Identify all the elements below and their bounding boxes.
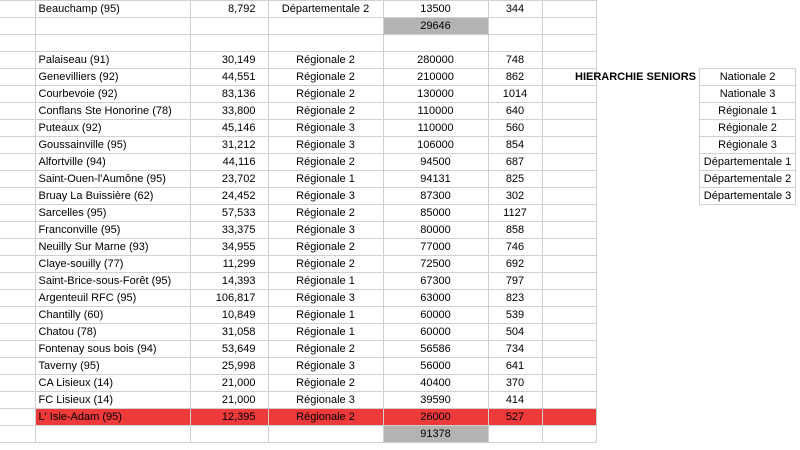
hierarchy-level[interactable]: Régionale 3 <box>700 137 796 154</box>
cell-amount[interactable]: 110000 <box>383 103 488 120</box>
row-gutter <box>0 188 35 205</box>
cell-level[interactable]: Régionale 3 <box>268 222 383 239</box>
hierarchy-level[interactable]: Régionale 2 <box>700 120 796 137</box>
cell-club[interactable]: L' Isle-Adam (95) <box>35 409 190 426</box>
hierarchy-row <box>572 86 796 103</box>
table-row <box>0 426 596 443</box>
cell-population[interactable]: 25,998 <box>190 358 268 375</box>
cell-code[interactable]: 414 <box>488 392 542 409</box>
cell-empty[interactable] <box>572 103 700 120</box>
cell-level[interactable]: Départementale 2 <box>268 1 383 18</box>
cell-level[interactable]: Régionale 2 <box>268 154 383 171</box>
cell-level[interactable]: Régionale 3 <box>268 392 383 409</box>
cell-empty[interactable] <box>542 239 596 256</box>
cell-empty[interactable] <box>542 358 596 375</box>
cell-empty[interactable] <box>190 18 268 35</box>
cell-amount[interactable]: 210000 <box>383 69 488 86</box>
cell-level[interactable]: Régionale 2 <box>268 205 383 222</box>
cell-level[interactable]: Régionale 1 <box>268 273 383 290</box>
hierarchy-title[interactable]: HIERARCHIE SENIORS <box>572 69 700 86</box>
hierarchy-level[interactable]: Nationale 3 <box>700 86 796 103</box>
cell-code[interactable]: 539 <box>488 307 542 324</box>
cell-population[interactable]: 53,649 <box>190 341 268 358</box>
cell-level[interactable]: Régionale 2 <box>268 103 383 120</box>
cell-population[interactable]: 23,702 <box>190 171 268 188</box>
cell-empty[interactable] <box>542 426 596 443</box>
cell-code[interactable]: 797 <box>488 273 542 290</box>
cell-population[interactable]: 21,000 <box>190 375 268 392</box>
hierarchy-body <box>572 69 796 205</box>
row-gutter <box>0 290 35 307</box>
table-row <box>0 290 596 307</box>
table-row <box>0 35 596 52</box>
cell-empty[interactable] <box>383 35 488 52</box>
cell-amount[interactable]: 94131 <box>383 171 488 188</box>
table-row <box>0 256 596 273</box>
cell-amount[interactable]: 77000 <box>383 239 488 256</box>
cell-code[interactable]: 641 <box>488 358 542 375</box>
cell-level[interactable]: Régionale 3 <box>268 137 383 154</box>
cell-empty[interactable] <box>542 18 596 35</box>
row-gutter <box>0 171 35 188</box>
cell-amount[interactable]: 56586 <box>383 341 488 358</box>
cell-level[interactable]: Régionale 2 <box>268 256 383 273</box>
cell-population[interactable]: 24,452 <box>190 188 268 205</box>
cell-population[interactable]: 21,000 <box>190 392 268 409</box>
cell-code[interactable]: 527 <box>488 409 542 426</box>
cell-empty[interactable] <box>542 409 596 426</box>
row-gutter <box>0 52 35 69</box>
cell-population[interactable]: 57,533 <box>190 205 268 222</box>
cell-code[interactable]: 862 <box>488 69 542 86</box>
cell-code[interactable]: 687 <box>488 154 542 171</box>
cell-population[interactable]: 11,299 <box>190 256 268 273</box>
hierarchy-level[interactable]: Nationale 2 <box>700 69 796 86</box>
highlighted-row <box>0 409 596 426</box>
row-gutter <box>0 103 35 120</box>
cell-empty[interactable] <box>268 426 383 443</box>
table-row <box>0 307 596 324</box>
row-gutter <box>0 324 35 341</box>
hierarchy-row <box>572 103 796 120</box>
row-gutter <box>0 205 35 222</box>
hierarchy-level[interactable]: Départementale 1 <box>700 154 796 171</box>
cell-empty[interactable] <box>542 324 596 341</box>
row-gutter <box>0 239 35 256</box>
row-gutter <box>0 341 35 358</box>
cell-amount[interactable]: 40400 <box>383 375 488 392</box>
cell-club[interactable]: Alfortville (94) <box>35 154 190 171</box>
cell-club[interactable]: Bruay La Buissière (62) <box>35 188 190 205</box>
table-row <box>0 1 596 18</box>
cell-club[interactable]: Chatou (78) <box>35 324 190 341</box>
cell-amount[interactable]: 60000 <box>383 307 488 324</box>
cell-empty[interactable] <box>572 120 700 137</box>
row-gutter <box>0 137 35 154</box>
hierarchy-table <box>572 68 796 205</box>
cell-population[interactable]: 8,792 <box>190 1 268 18</box>
cell-amount[interactable]: 85000 <box>383 205 488 222</box>
row-gutter <box>0 375 35 392</box>
cell-code[interactable]: 692 <box>488 256 542 273</box>
cell-population[interactable]: 83,136 <box>190 86 268 103</box>
table-row <box>0 103 596 120</box>
cell-amount[interactable]: 130000 <box>383 86 488 103</box>
cell-level[interactable]: Régionale 1 <box>268 171 383 188</box>
cell-amount[interactable]: 94500 <box>383 154 488 171</box>
row-gutter <box>0 256 35 273</box>
hierarchy-level[interactable]: Départementale 3 <box>700 188 796 205</box>
cell-club[interactable]: CA Lisieux (14) <box>35 375 190 392</box>
cell-level[interactable]: Régionale 1 <box>268 324 383 341</box>
hierarchy-row <box>572 154 796 171</box>
cell-empty[interactable] <box>488 35 542 52</box>
cell-club[interactable]: FC Lisieux (14) <box>35 392 190 409</box>
cell-amount[interactable]: 110000 <box>383 120 488 137</box>
row-gutter <box>0 409 35 426</box>
cell-code[interactable]: 1014 <box>488 86 542 103</box>
table-row <box>0 324 596 341</box>
cell-population[interactable]: 14,393 <box>190 273 268 290</box>
row-gutter <box>0 392 35 409</box>
cell-amount[interactable]: 63000 <box>383 290 488 307</box>
cell-amount[interactable]: 39590 <box>383 392 488 409</box>
table-row <box>0 392 596 409</box>
cell-club[interactable]: Conflans Ste Honorine (78) <box>35 103 190 120</box>
cell-empty[interactable] <box>542 1 596 18</box>
cell-club[interactable]: Fontenay sous bois (94) <box>35 341 190 358</box>
cell-level[interactable]: Régionale 2 <box>268 409 383 426</box>
cell-empty[interactable] <box>542 205 596 222</box>
cell-level[interactable]: Régionale 1 <box>268 307 383 324</box>
cell-amount[interactable]: 87300 <box>383 188 488 205</box>
cell-empty[interactable] <box>572 171 700 188</box>
cell-club[interactable]: Goussainville (95) <box>35 137 190 154</box>
cell-amount[interactable]: 280000 <box>383 52 488 69</box>
cell-empty[interactable] <box>542 256 596 273</box>
cell-club[interactable]: Neuilly Sur Marne (93) <box>35 239 190 256</box>
cell-population[interactable]: 34,955 <box>190 239 268 256</box>
cell-amount[interactable]: 13500 <box>383 1 488 18</box>
cell-population[interactable]: 12,395 <box>190 409 268 426</box>
cell-population[interactable]: 33,800 <box>190 103 268 120</box>
cell-population[interactable]: 106,817 <box>190 290 268 307</box>
cell-level[interactable]: Régionale 2 <box>268 375 383 392</box>
table-row <box>0 205 596 222</box>
cell-level[interactable]: Régionale 2 <box>268 52 383 69</box>
cell-amount[interactable]: 26000 <box>383 409 488 426</box>
table-row <box>0 86 596 103</box>
row-gutter <box>0 154 35 171</box>
cell-amount[interactable]: 106000 <box>383 137 488 154</box>
cell-club[interactable]: Argenteuil RFC (95) <box>35 290 190 307</box>
cell-code[interactable]: 823 <box>488 290 542 307</box>
cell-empty[interactable] <box>542 35 596 52</box>
row-gutter <box>0 69 35 86</box>
cell-amount[interactable]: 56000 <box>383 358 488 375</box>
hierarchy-row <box>572 69 796 86</box>
cell-club[interactable]: Beauchamp (95) <box>35 1 190 18</box>
cell-empty[interactable] <box>190 426 268 443</box>
cell-empty[interactable] <box>542 273 596 290</box>
hierarchy-level[interactable]: Départementale 2 <box>700 171 796 188</box>
cell-club[interactable]: Franconville (95) <box>35 222 190 239</box>
cell-code[interactable]: 746 <box>488 239 542 256</box>
cell-population[interactable]: 10,849 <box>190 307 268 324</box>
cell-empty[interactable] <box>268 18 383 35</box>
cell-empty[interactable] <box>542 222 596 239</box>
row-gutter <box>0 222 35 239</box>
cell-level[interactable]: Régionale 3 <box>268 188 383 205</box>
cell-empty[interactable] <box>35 426 190 443</box>
cell-amount[interactable]: 72500 <box>383 256 488 273</box>
cell-level[interactable]: Régionale 2 <box>268 69 383 86</box>
row-gutter <box>0 35 35 52</box>
cell-amount[interactable]: 60000 <box>383 324 488 341</box>
table-row <box>0 188 596 205</box>
cell-club[interactable]: Claye-souilly (77) <box>35 256 190 273</box>
cell-empty[interactable] <box>572 137 700 154</box>
cell-code[interactable]: 854 <box>488 137 542 154</box>
cell-level[interactable]: Régionale 2 <box>268 86 383 103</box>
table-row <box>0 154 596 171</box>
cell-club[interactable]: Saint-Ouen-l'Aumône (95) <box>35 171 190 188</box>
cell-code[interactable]: 370 <box>488 375 542 392</box>
table-row <box>0 375 596 392</box>
cell-club[interactable]: Saint-Brice-sous-Forêt (95) <box>35 273 190 290</box>
cell-empty[interactable] <box>35 35 190 52</box>
table-row <box>0 69 596 86</box>
row-gutter <box>0 1 35 18</box>
cell-empty[interactable] <box>488 426 542 443</box>
cell-code[interactable]: 560 <box>488 120 542 137</box>
cell-population[interactable]: 31,212 <box>190 137 268 154</box>
cell-empty[interactable] <box>268 35 383 52</box>
table-row <box>0 358 596 375</box>
cell-level[interactable]: Régionale 2 <box>268 239 383 256</box>
cell-population[interactable]: 44,116 <box>190 154 268 171</box>
row-gutter <box>0 426 35 443</box>
cell-club[interactable]: Puteaux (92) <box>35 120 190 137</box>
table-row <box>0 18 596 35</box>
cell-level[interactable]: Régionale 3 <box>268 290 383 307</box>
cell-code[interactable]: 302 <box>488 188 542 205</box>
hierarchy-row <box>572 120 796 137</box>
cell-empty[interactable] <box>190 35 268 52</box>
cell-empty[interactable] <box>542 392 596 409</box>
row-gutter <box>0 273 35 290</box>
cell-code[interactable]: 858 <box>488 222 542 239</box>
cell-empty[interactable] <box>542 341 596 358</box>
cell-club[interactable]: Genevilliers (92) <box>35 69 190 86</box>
cell-club[interactable]: Sarcelles (95) <box>35 205 190 222</box>
cell-club[interactable]: Courbevoie (92) <box>35 86 190 103</box>
cell-club[interactable]: Palaiseau (91) <box>35 52 190 69</box>
cell-amount[interactable]: 67300 <box>383 273 488 290</box>
cell-empty[interactable] <box>488 18 542 35</box>
club-table-body <box>0 1 596 443</box>
subtotal-cell[interactable]: 29646 <box>383 18 488 35</box>
table-row <box>0 273 596 290</box>
cell-empty[interactable] <box>542 375 596 392</box>
table-row <box>0 239 596 256</box>
hierarchy-row <box>572 188 796 205</box>
cell-empty[interactable] <box>572 154 700 171</box>
cell-amount[interactable]: 80000 <box>383 222 488 239</box>
cell-population[interactable]: 30,149 <box>190 52 268 69</box>
row-gutter <box>0 86 35 103</box>
cell-empty[interactable] <box>542 290 596 307</box>
cell-empty[interactable] <box>572 86 700 103</box>
cell-population[interactable]: 45,146 <box>190 120 268 137</box>
row-gutter <box>0 358 35 375</box>
cell-club[interactable]: Chantilly (60) <box>35 307 190 324</box>
row-gutter <box>0 307 35 324</box>
hierarchy-row <box>572 137 796 154</box>
table-row <box>0 137 596 154</box>
cell-population[interactable]: 33,375 <box>190 222 268 239</box>
cell-level[interactable]: Régionale 2 <box>268 341 383 358</box>
table-row <box>0 171 596 188</box>
row-gutter <box>0 120 35 137</box>
cell-empty[interactable] <box>572 188 700 205</box>
cell-level[interactable]: Régionale 3 <box>268 358 383 375</box>
cell-empty[interactable] <box>542 307 596 324</box>
cell-code[interactable]: 748 <box>488 52 542 69</box>
cell-level[interactable]: Régionale 3 <box>268 120 383 137</box>
cell-code[interactable]: 734 <box>488 341 542 358</box>
cell-code[interactable]: 1127 <box>488 205 542 222</box>
table-row <box>0 341 596 358</box>
cell-code[interactable]: 640 <box>488 103 542 120</box>
subtotal-cell[interactable]: 91378 <box>383 426 488 443</box>
cell-code[interactable]: 825 <box>488 171 542 188</box>
cell-population[interactable]: 31,058 <box>190 324 268 341</box>
table-row <box>0 120 596 137</box>
table-row <box>0 222 596 239</box>
cell-empty[interactable] <box>35 18 190 35</box>
cell-population[interactable]: 44,551 <box>190 69 268 86</box>
cell-code[interactable]: 344 <box>488 1 542 18</box>
row-gutter <box>0 18 35 35</box>
table-row <box>0 52 596 69</box>
hierarchy-row <box>572 171 796 188</box>
cell-empty[interactable] <box>542 52 596 69</box>
cell-code[interactable]: 504 <box>488 324 542 341</box>
cell-club[interactable]: Taverny (95) <box>35 358 190 375</box>
hierarchy-level[interactable]: Régionale 1 <box>700 103 796 120</box>
